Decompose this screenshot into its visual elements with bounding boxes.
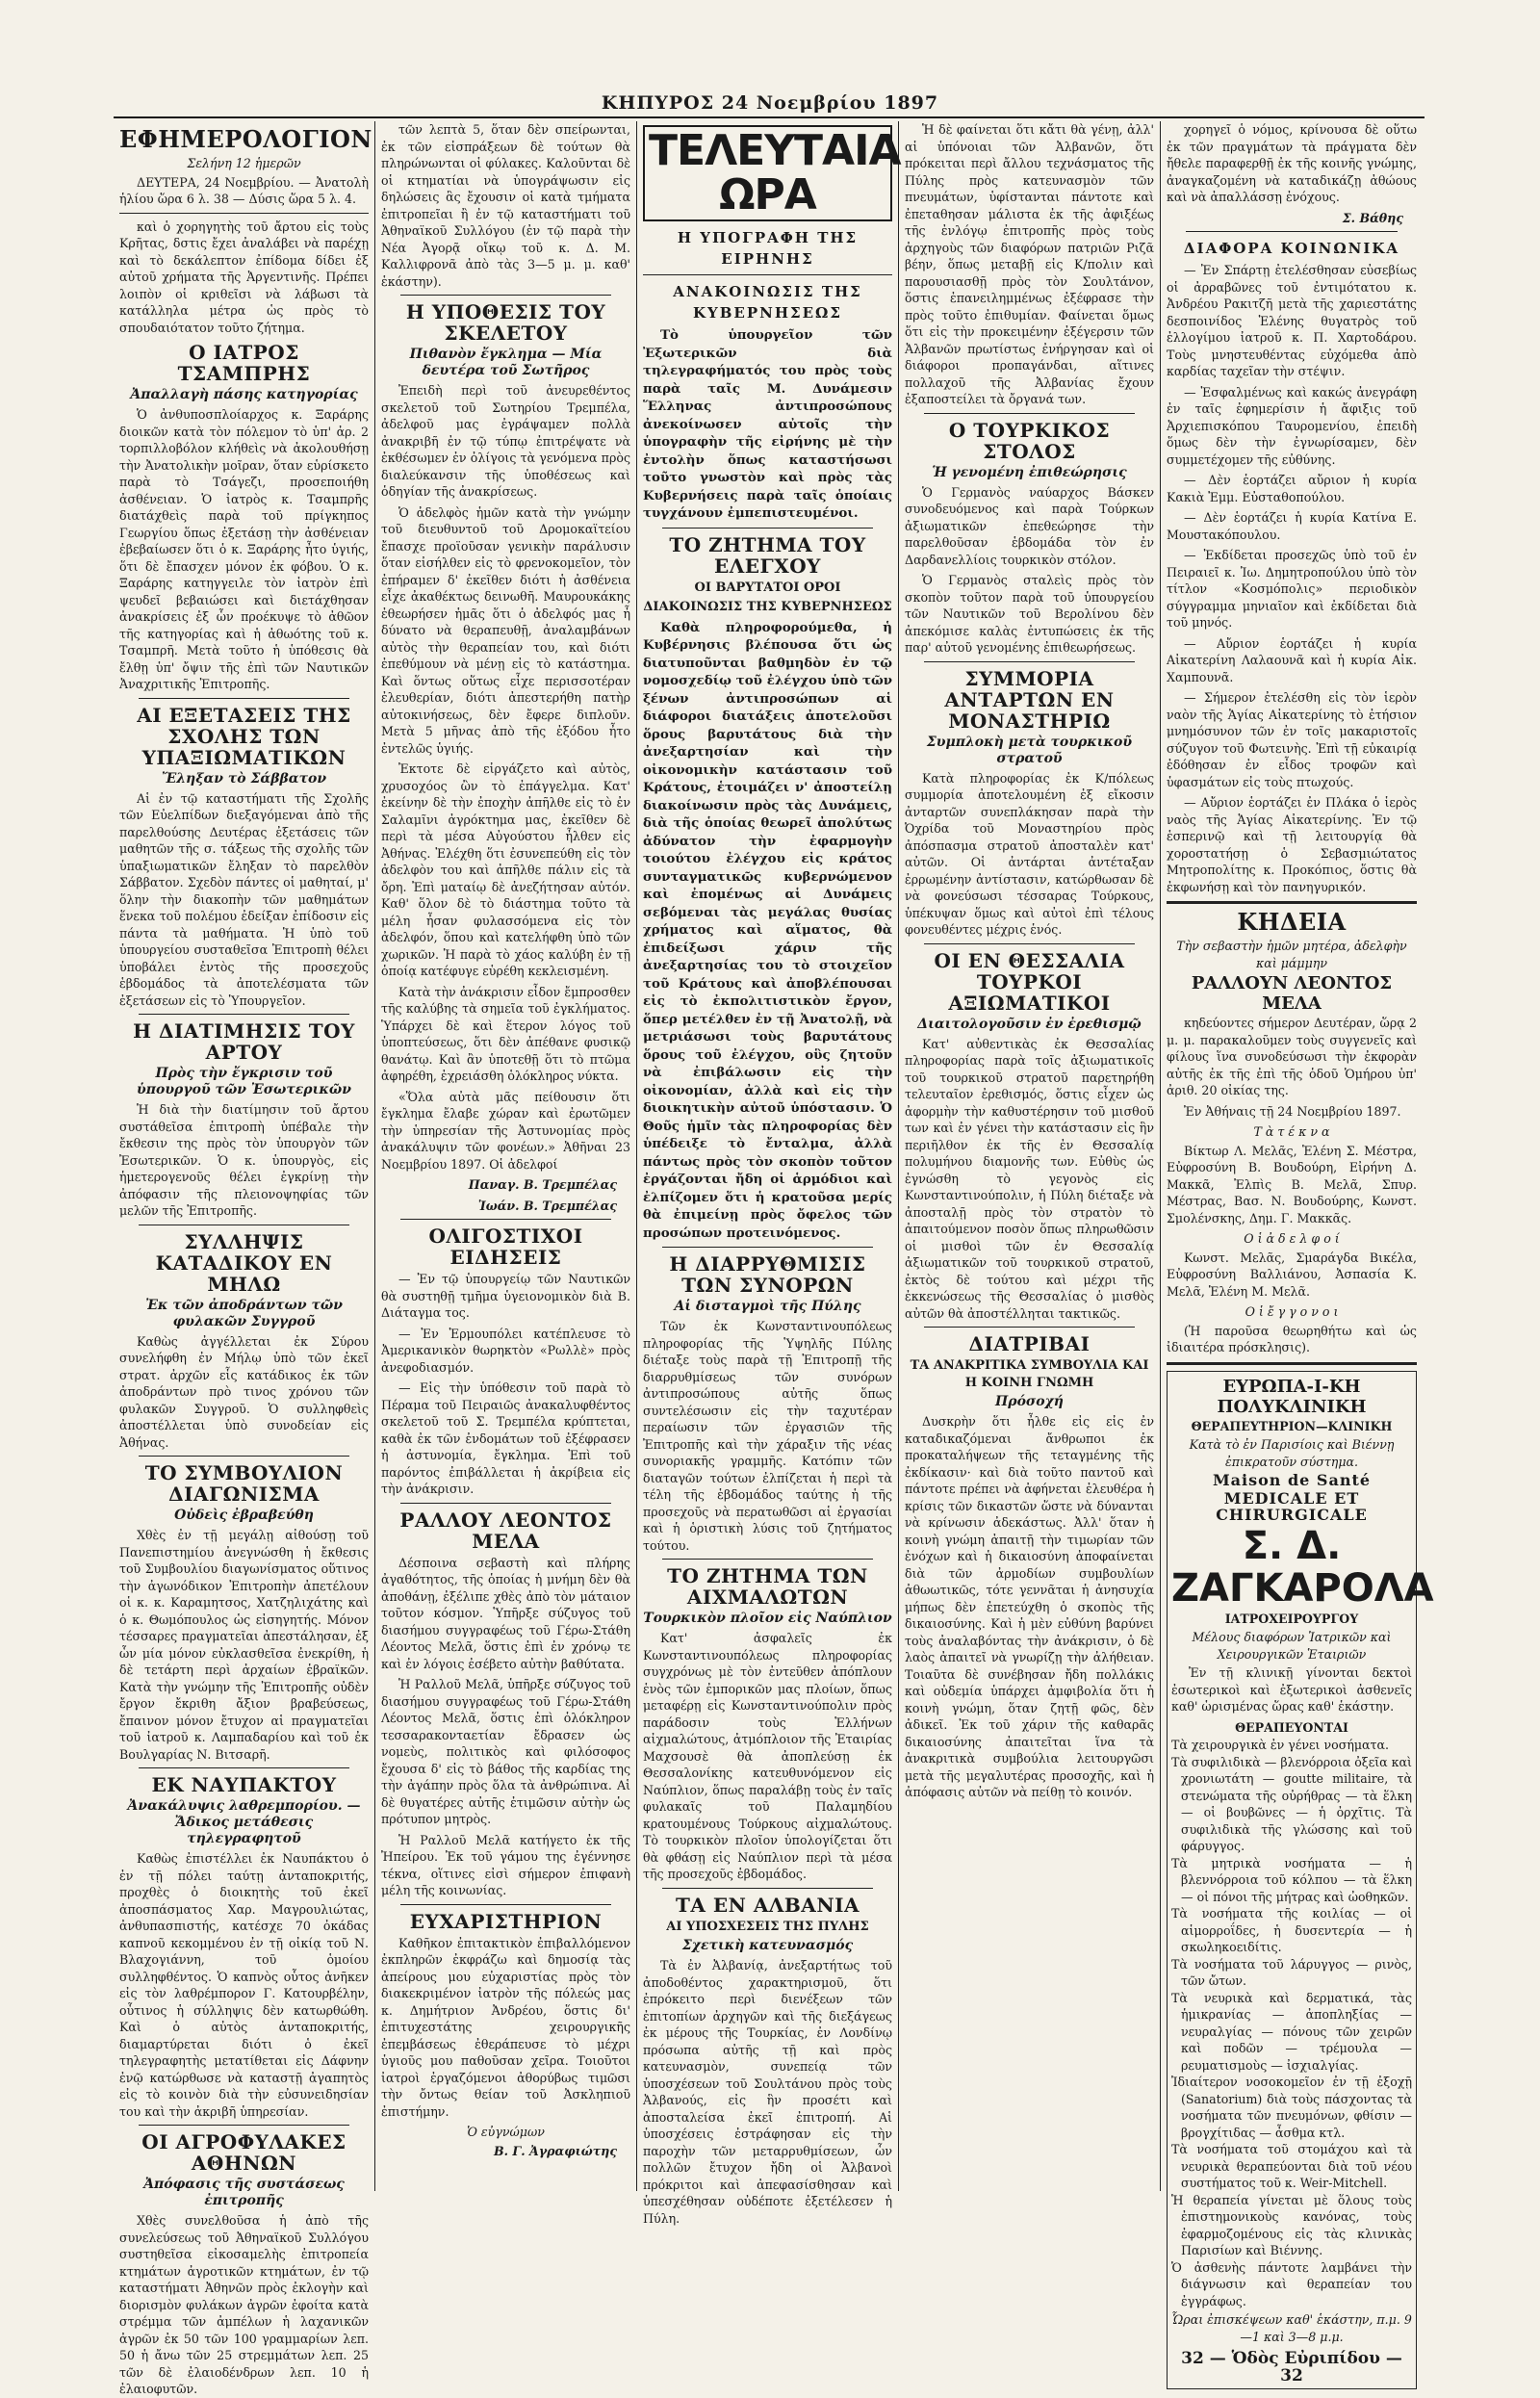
- headline-exams: ΑΙ ΕΞΕΤΑΣΕΙΣ ΤΗΣ ΣΧΟΛΗΣ ΤΩΝ ΥΠΑΞΙΩΜΑΤΙΚΩΝ: [137, 703, 351, 769]
- article-text: Καθῆκον ἐπιτακτικὸν ἐπιβαλλόμενον ἐκπληρῶν ἐκφράζω καὶ δημοσίᾳ τὰς ἀπείρους μου εὐχαριστίας πρὸς τὸν διακεκριμένον ἰατρὸν τῆς πόλεώς μας κ. Δημήτριον Ἀνδρέου, ὅστις δι' ἐπιτυχεστάτης χειρουργικῆς ἐπεμβάσεως ἐθεράπευσε τὸ μέχρι ὑγιοῦς μου παθοῦσαν χεῖρα. Τοιοῦτοι ἰατροὶ ἐργαζόμενοι ἀθορύβως τιμῶσι τὴν ὄντως θείαν τοῦ Ἀσκληπιοῦ ἐπιστήμην.: [381, 1935, 630, 2119]
- ephemeris-moon: Σελήνη 12 ἡμερῶν: [187, 156, 301, 170]
- column-1: [114, 121, 375, 2396]
- divider: [1167, 901, 1417, 904]
- divider: [119, 213, 369, 214]
- column-3: [637, 121, 901, 2226]
- subheadline: Συμπλοκὴ μετὰ τουρκικοῦ στρατοῦ: [926, 734, 1133, 766]
- masthead: [0, 0, 1540, 114]
- subheadline: Τουρκικὸν πλοῖον εἰς Ναύπλιον: [643, 1611, 892, 1626]
- column-5: [1161, 121, 1434, 2385]
- divider: [139, 1456, 349, 1457]
- article-text: Ὁ ἀδελφὸς ἡμῶν κατὰ τὴν γνώμην τοῦ διευθυντοῦ τοῦ Δρομοκαϊτείου ἔπασχε προϊοῦσαν γενικὴν παράλυσιν ὅταν εἰσήλθεν εἰς τὸ φρενοκομεῖον, τὸν ἐπήραμεν δ' ἐκεῖθεν διότι ἡ ἀσθένεια εἶχε ἀκαθέκτως δεινωθῆ. Μαυρουκάκης ἐθεωρήσεν ἡμᾶς ὅτι ὁ ἀδελφός μας ἦ δύνατο νὰ θεραπευθῇ, ἀναλαμβάνων αὐτὸς τὴν θεραπείαν του, καὶ διότι ἐπεθύμουν νὰ μένῃ εἰς τὸ κατάστημα. Καὶ ὅντως οὕτως εἶχε περισσοτέραν ἐλευθερίαν, διότι ἀπεστερήθη πατὴρ αὐτοκινήσεως, δὲν ἔφερε διπλοῦν. Μετὰ 5 μῆνας ἀπὸ τῆς ἐξόδου ἦτο ἐντελῶς ὑγιής.: [381, 504, 630, 756]
- subheadline: Ἐκ τῶν ἀποδράντων τῶν φυλακῶν Συγγροῦ: [145, 1297, 343, 1329]
- funeral-name: ΡΑΛΛΟΥΝ ΛΕΟΝΤΟΣ ΜΕΛΑ: [1191, 973, 1393, 1014]
- column-4: [899, 121, 1161, 2191]
- clinic-ad-doctor-name: Σ. Δ. ΖΑΓΚΑΡΟΛΑ: [1171, 1523, 1434, 1611]
- article-text: Τῶν ἐκ Κωνσταντινουπόλεως πληροφορίας τῆς Ὑψηλῆς Πύλης διέταξε τοὺς παρὰ τῇ Ἐπιτροπῇ τῆς διαρρυθμίσεως τῶν συνόρων ἀντιπροσώπους αὐτῆς ὅπως συντελέσωσιν εἰς τὴν ταχυτέραν περαίωσιν τῶν ἐργασιῶν τῆς Ἐπιτροπῆς καὶ τὴν χάραξιν τῆς νέας συνοριακῆς γραμμῆς. Κατόπιν τῶν διαταγῶν τούτων ἐλπίζεται ἡ περὶ τὰ τέλη τῆς ἑβδομάδος ταύτης ἡ τῆς προσεχοῦς νὰ περατωθῶσι αἱ ἐργασίαι καὶ ἡ ὁριστικὴ λύσις τοῦ ζητήματος τούτου.: [643, 1319, 892, 1553]
- article-text: — Ἐσφαλμένως καὶ κακώς ἀνεγράφη ἐν ταῖς ἐφημερίσιν ἡ ἄφιξις τοῦ Ἀρχιεπισκόπου Ταυρομενίου, ἐπειδὴ ὅμως δὲν τὴν ἐγνωρίσαμεν, δὲν συμμετέχομεν τῆς εὐθύνης.: [1167, 384, 1417, 467]
- clinic-ad-item: Τὰ νοσήματα τοῦ λάρυγγος — ρινὸς, τῶν ὤτων.: [1171, 1956, 1412, 1988]
- divider: [139, 1014, 349, 1015]
- article-text: — Εἰς τὴν ὑπόθεσιν τοῦ παρὰ τὸ Πέραμα τοῦ Πειραιῶς ἀνακαλυφθέντος σκελετοῦ τοῦ Σ. Τρεμπέλα κρύπτεται, καθὰ ἐκ τῶν ἐνδομάτων τοῦ ἐξέφρασεν ἡ ἀστυνομία, ἔγκλημα. Ἐπὶ τοῦ παρόντος ἐπιβάλλεται ἡ ἀκρίβεια εἰς τὴν ἀνάκρισιν.: [381, 1380, 630, 1496]
- article-text: Καθὼς ἀγγέλλεται ἐκ Σύρου συνελήφθη ἐν Μήλῳ ὑπὸ τῶν ἐκεῖ στρατ. ἀρχῶν εἷς κατάδικος ἐκ τῶν ἀποδράντων πρὸ τινος χρόνου τῶν φυλακῶν Συγγροῦ. Ὁ συλληφθεὶς ἀποστέλλεται ὑπὸ συνοδείαν εἰς Ἀθήνας.: [119, 1333, 369, 1450]
- article-text: — Ἐν Σπάρτῃ ἐτελέσθησαν εὐσεβίως οἱ ἀρραβῶνες τοῦ ἐντιμότατου κ. Ἀνδρέου Ρακιτζῆ μετὰ τῆς χαριεστάτης δεσποινίδος Ἑλένης θυγατρὸς τοῦ ἐλλογίμου ἰατροῦ κ. Π. Χαρτοδάρου. Τοὺς μνηστευθέντας εὐχόμεθα ἀπὸ καρδίας ταχεῖαν τὴν στέψιν.: [1167, 263, 1417, 378]
- divider: [662, 1559, 873, 1560]
- funeral-group-title: Ο ἱ ἔ γ γ ο ν ο ι: [1245, 1304, 1339, 1319]
- subheadline: Σχετικὴ κατευνασμός: [681, 1938, 854, 1953]
- headline-bread: Η ΔΙΑΤΙΜΗΣΙΣ ΤΟΥ ΑΡΤΟΥ: [133, 1019, 355, 1064]
- clinic-ad-title: ΕΥΡΩΠΑ-Ι-ΚΗ ΠΟΛΥΚΛΙΝΙΚΗ: [1217, 1376, 1367, 1417]
- signature: Β. Γ. Ἀγραφιώτης: [493, 2143, 617, 2158]
- subheadline: Οὐδεὶς ἐβραβεύθη: [174, 1508, 314, 1523]
- subheadline-peace: Η ΥΠΟΓΡΑΦΗ ΤΗΣ ΕΙΡΗΝΗΣ: [677, 229, 859, 268]
- clinic-ad-item: Ὁ ἀσθενὴς πάντοτε λαμβάνει τὴν διάγνωσιν καὶ θεραπείαν του ἐγγράφως.: [1171, 2259, 1412, 2308]
- headline-albania: ΤΑ ΕΝ ΑΛΒΑΝΙΑ: [676, 1893, 860, 1917]
- headline-tsampris: Ο ΙΑΤΡΟΣ ΤΣΑΜΠΡΗΣ: [177, 341, 311, 385]
- subheadline: Αἱ δισταγμοὶ τῆς Πύλης: [674, 1299, 861, 1314]
- subheadline: Ἀπαλλαγὴ πάσης κατηγορίας: [130, 387, 358, 402]
- article-text: Καθὰ πληροφορούμεθα, ἡ Κυβέρνησις βλέπουσα ὅτι ὡς διατυποῦνται βαθμηδὸν ἐν τῷ νομοσχεδίῳ τοῦ ἐλέγχου ὑπὸ τῶν ξένων ἀντιπροσώπων αἱ διάφοροι διατάξεις ἀποτελοῦσι ὅρους βαρυτάτους διὰ τὴν ἀνεξαρτησίαν καὶ τὴν οἰκονομικὴν κατάστασιν τοῦ Κράτους, ἑτοιμάζει ν' ἀποστείλῃ διακοίνωσιν πρὸς τὰς Δυνάμεις, διὰ τῆς ὁποίας θεωρεῖ ἀπολύτως ἀδύνατον τὴν ἐφαρμογὴν τοιούτου ἐλέγχου εἰς κράτος συνταγματικῶς κυβερνώμενον καὶ ἐπομένως αἱ Δυνάμεις σεβόμεναι τὰς μεγάλας θυσίας χρήματος καὶ αἵματος, θὰ ἐπιδείξωσι χάριν τῆς ἀνεξαρτησίας του τὸ στοιχεῖον τοῦ Κράτους καὶ ἀποβλέπουσαι εἰς τὸ ἐκπολιτιστικὸν ἔργον, ὅπερ μετέλθεν ἐν τῇ Ἀνατολῇ, νὰ μετριάσωσι τοὺς βαρυτάτους ὅρους τοῦ ἐλέγχου, οὓς ζητοῦν νὰ ἐπιβάλωσιν εἰς τὴν οἰκονομίαν, ἀλλὰ καὶ εἰς τὴν διοικητικὴν αὐτοῦ ὑπόστασιν. Ὁ Θοῦς ἡμῖν τὰς πληροφορίας δὲν ὑπέδειξε τὸ ἔνταλμα, ἀλλὰ πάντως πρὸς τὸν σκοπὸν τοῦτον ἐργάζονται ἤδη οἱ ἁρμόδιοι καὶ ἐλπίζομεν ὅτι ἡ κρατοῦσα μερίς θὰ ἐπιμείνῃ πρὸς ὄφελος τῶν προσώπων προτεινόμενος.: [643, 619, 892, 1241]
- headline-rallou-mela: ΡΑΛΛΟΥ ΛΕΟΝΤΟΣ ΜΕΛΑ: [399, 1508, 612, 1553]
- subheadline: Ἔληξαν τὸ Σάββατον: [161, 770, 327, 786]
- subheadline: Ἡ γενομένη ἐπιθεώρησις: [932, 464, 1127, 480]
- headline-rebels: ΣΥΜΜΟΡΙΑ ΑΝΤΑΡΤΩΝ ΕΝ ΜΟΝΑΣΤΗΡΙΩ: [944, 666, 1115, 733]
- article-text: Χθὲς ἐν τῇ μεγάλῃ αἰθούσῃ τοῦ Πανεπιστημίου ἀνεγνώσθη ἡ ἔκθεσις τοῦ Συμβουλίου διαγωνίσματος οὕτινος τὴν ἀγωνόδικον Ἐπιτροπὴν ἀπετέλουν οἱ κ. κ. Καραμητσος, Χατζηλιχάτης καὶ ὁ κ. Θωμόπουλος ὡς εἰσηγητής. Μόνον τέσσαρες πραγματεῖαι ἀπεστάλησαν, ἐξ ὧν μία μόνον εὐκλασθεῖσα ἐνεκρίθη, ἡ δὲ τετάρτη περὶ ἀρχαίων ἑβραϊκῶν. Κατὰ τὴν γνώμην τῆς Ἐπιτροπῆς οὐδὲν ἔργον ἔκριθη ἄξιον βραβεύσεως, ἔπαινον μόνον ἔτυχον αἱ πραγματεῖαι τοῦ ἰατροῦ κ. Λαμπαδαρίου καὶ τοῦ ἐκ Βουλγαρίας Ν. Βιτσαρῆ.: [119, 1528, 369, 1762]
- funeral-group-list: Κωνστ. Μελᾶς, Σμαράγδα Βικέλα, Εὐφροσύνη Βαλλιάνου, Ἀσπασία Κ. Μελᾶ, Ἑλένη Μ. Μελᾶ.: [1167, 1250, 1417, 1299]
- subheadline: ΑΙ ΥΠΟΣΧΕΣΕΙΣ ΤΗΣ ΠΥΛΗΣ: [666, 1919, 869, 1934]
- article-text: Ἐκτοτε δὲ εἰργάζετο καὶ αὐτὸς, χρυσοχόος ὢν τὸ ἐπάγγελμα. Κατ' ἐκείνην δὲ τὴν ἐποχὴν ἀπῆλθε εἰς τὸ ἐν Σαλαμῖνι ἀγρόκτημα μας, ἐκεῖθεν δὲ περὶ τὰ μέσα Αὐγούστου ἦλθεν εἰς Ἀθήνας. Ἐλέχθη ὅτι ἐσυνεπεύθη εἰς τὸν ἀδελφὸν του καὶ ἀπῆλθε πάλιν εἰς τὰ ὄρη. Ἐπὶ ματαίῳ δὲ ἀνεζήτησαν αὐτόν. Καθ' ὅλον δὲ τὸ διάστημα τοῦτο τὰ μέλη ἦσαν φυλασσόμενα εἰς τὸν ἀδελφόν, ὅπου καὶ κατελήφθη ὑπὸ τῶν χωρικῶν. Ἡ παρὰ τὸ χάος καλύβη ἐν τῇ ὁποίᾳ κατέφυγε εὑρέθη κεκλεισμένη.: [381, 761, 630, 978]
- article-text: Κατ' αὐθεντικὰς ἐκ Θεσσαλίας πληροφορίας παρὰ τοῖς ἀξιωματικοῖς τοῦ τουρκικοῦ στρατοῦ παρετηρήθη τελευταῖον ἐρεθισμός, ὅστις εἶχεν ὡς ἀφορμὴν τὴν καθυστέρησιν τοῦ μισθοῦ των καὶ ἐν γένει τὴν κατάστασιν εἰς ἣν περιῆλθον ἐκ τῆς ἐν Θεσσαλίᾳ πολυμήνου διαμονῆς των. Εὐθὺς ὡς ἐγνώσθη τὸ γεγονὸς εἰς Κωνσταντινούπολιν, ἡ Πύλη διέταξε νὰ ἀποσταλῇ πρὸς τὸν στρατὸν τὸ ἀπαιτούμενον ποσὸν ὅπως πληρωθῶσιν οἱ μισθοὶ τῶν ἐν Θεσσαλίᾳ ἀξιωματικῶν τοῦ τουρκικοῦ στρατοῦ, ἐκτὸς δὲ τούτου καὶ μέχρι τῆς ἐκκενώσεως τῆς Θεσσαλίας ὁ μισθὸς αὐτῶν θὰ ἀποστέλληται τακτικῶς.: [905, 1036, 1154, 1321]
- headline-last-hour: ΤΕΛΕΥΤΑΙΑ ΩΡΑ: [643, 125, 892, 221]
- funeral-group-title: Τ ὰ τ έ κ ν α: [1253, 1124, 1330, 1139]
- article-text: Ἐπειδὴ περὶ τοῦ ἀνευρεθέντος σκελετοῦ τοῦ Σωτηρίου Τρεμπέλα, ἀδελφοῦ μας ἐγράψαμεν πολλὰ ἀνακριβῆ ἐν τῷ τύπῳ ἐπιτρέψατε νὰ ἐκθέσωμεν ἐν ὀλίγοις τὰ γενόμενα πρὸς διαλεύκανσιν τῆς ὑποθέσεως καὶ ὁδηγίαν τῆς ἀνακρίσεως.: [381, 383, 630, 499]
- clinic-ad-item: Ἡ θεραπεία γίνεται μὲ ὅλους τοὺς ἐπιστημονικοὺς κανόνας, τοὺς ἐφαρμοζομένους εἰς τὰς κλινικὰς Παρισίων καὶ Βιέννης.: [1171, 2192, 1412, 2257]
- divider: [400, 1219, 611, 1220]
- divider: [1186, 231, 1398, 232]
- divider: [643, 274, 892, 275]
- clinic-ad-french: MEDICALE ET CHIRURGICALE: [1216, 1488, 1368, 1524]
- article-text: — Δὲν ἑορτάζει ἡ κυρία Κατίνα Ε. Μουστακόπουλου.: [1167, 510, 1417, 542]
- subheadline: Πιθανὸν ἔγκλημα — Μία δευτέρα τοῦ Σωτῆρος: [409, 347, 603, 378]
- headline-turkish-fleet: Ο ΤΟΥΡΚΙΚΟΣ ΣΤΟΛΟΣ: [948, 418, 1111, 463]
- article-text: Ἡ διὰ τὴν διατίμησιν τοῦ ἄρτου συστάθεῖσα ἐπιτροπὴ ὑπέβαλε τὴν ἔκθεσιν της πρὸς τὸν ὑπουργὸν τῶν Ἐσωτερικῶν. Ὁ κ. ὑπουργὸς, εἰς ἡμετερογενοῦς θέλει ἐγκρίνῃ τὴν ἀπόφασιν τῆς πλειονοψηφίας τῶν μελῶν τῆς Ἐπιτροπῆς.: [119, 1102, 369, 1218]
- subheadline: Πρὸς τὴν ἔγκρισιν τοῦ ὑπουργοῦ τῶν Ἐσωτερικῶν: [137, 1066, 351, 1097]
- article-text: — Ἐκδίδεται προσεχῶς ὑπὸ τοῦ ἐν Πειραιεῖ κ. Ἰω. Δημητροπούλου ὑπὸ τὸν τίτλον «Κοσμόπολις» περιοδικὸν σύγγραμμα μηνιαῖον καὶ ἐκδίδεται διὰ τοῦ μηνός.: [1167, 548, 1417, 630]
- article-text: — Σήμερον ἐτελέσθη εἰς τὸν ἱερὸν ναὸν τῆς Ἁγίας Αἰκατερίνης τὸ ἐτήσιον μνημόσυνον τῶν ἐν τοῖς μακαριστοῖς σύζυγον τοῦ Φωτεινὴς. Ἐπὶ τῇ εὐκαιρίᾳ ἐδόθησαν ἐν εἶδος τροφῶν καὶ ὑφασμάτων εἰς τοὺς πτωχούς.: [1167, 690, 1417, 789]
- headline-contest: ΤΟ ΣΥΜΒΟΥΛΙΟΝ ΔΙΑΓΩΝΙΣΜΑ: [144, 1461, 344, 1506]
- article-text: Τὸ ὑπουργεῖον τῶν Ἐξωτερικῶν διὰ τηλεγραφήματός του πρὸς τοὺς παρὰ ταῖς Μ. Δυνάμεσιν Ἕλληνας ἀντιπροσώπους ἀνεκοίνωσεν αὐτοῖς τὴν ὑπογραφὴν τῆς εἰρήνης μὲ τὴν ἐντολὴν ὅπως καταστήσωσι τοῦτο γνωστὸν καὶ πρὸς τὰς Κυβερνήσεις παρὰ ταῖς ὁποίαις τυγχάνουν ἐμπεπιστευμένοι.: [643, 327, 892, 521]
- article-text: — Ἐν τῷ ὑπουργείῳ τῶν Ναυτικῶν θὰ συστηθῇ τμῆμα ὑγειονομικὸν διὰ Β. Διάταγμα τος.: [381, 1272, 630, 1320]
- headline-prisoners: ΤΟ ΖΗΤΗΜΑ ΤΩΝ ΑΙΧΜΑΛΩΤΩΝ: [667, 1564, 868, 1609]
- divider: [1167, 1362, 1417, 1365]
- funeral-group-title: Ο ἱ ἀ δ ε λ φ ο ί: [1244, 1231, 1340, 1246]
- article-text: Ὁ Γερμανὸς ναύαρχος Βάσκεν συνοδευόμενος καὶ παρὰ Τούρκων ἀξιωματικῶν ἐπεθεώρησε τὴν παρελθοῦσαν ἑβδομάδα τὸν ἐν Δαρδανελλίοις τουρκικὸν στόλον.: [905, 484, 1154, 567]
- article-text: Κατ' ἀσφαλεῖς ἐκ Κωνσταντινουπόλεως πληροφορίας συγχρόνως μὲ τὸν ἐντεῦθεν ἀπόπλουν ἑνὸς τῶν ἐμπορικῶν μας πλοίων, ὅπως μεταφέρῃ εἰς Κωνσταντινούπολιν πρὸς παράδοσιν τοὺς Ἑλλήνων αἰχμαλώτους, ἀτμόπλοιον τῆς Ἐταιρίας Μαχσουσὲ θὰ ἀποπλεύσῃ ἐκ Θεσσαλονίκης κατευθυνόμενον εἰς Ναύπλιον, ὅπως παραλάβῃ τοὺς ἐν ταῖς φυλακαῖς τοῦ Παλαμηδίου κρατουμένους Τούρκους αἰχμαλώτους. Τὸ τουρκικὸν πλοῖον ὑπολογίζεται ὅτι θὰ φθάσῃ εἰς Ναύπλιον περὶ τὰ μέσα τῆς προσεχοῦς ἑβδομάδος.: [643, 1631, 892, 1881]
- clinic-ad-item: Τὰ νευρικὰ καὶ δερματικά, τὰς ἡμικρανίας — ἀποπληξίας — νευραλγίας — πόνους τῶν χειρῶν καὶ ποδῶν — τρέμουλα — ρευματισμοὺς — ἰσχιαλγίας.: [1171, 1990, 1412, 2073]
- divider: [924, 1327, 1135, 1328]
- subheadline: ΤΑ ΑΝΑΚΡΙΤΙΚΑ ΣΥΜΒΟΥΛΙΑ ΚΑΙ Η ΚΟΙΝΗ ΓΝΩΜΗ: [910, 1358, 1149, 1390]
- article-text: Ἡ Ραλλοῦ Μελᾶ, ὑπῆρξε σύζυγος τοῦ διασήμου συγγραφέως τοῦ Γέρω-Στάθη Λέοντος Μελᾶ, ὅστις ἐπὶ ὁλόκληρον τεσσαρακονταετίαν ἔδρασεν ὡς νομεὺς, πολιτικὸς καὶ φιλόσοφος ἔχουσα δ' εἰς τὸ βάθος τῆς καρδίας της τὴν ἀγάπην πρὸς ὅλα τὰ ἀνθρώπινα. Αἱ δὲ θυγατέρες αὐτῆς ἐτιμῶσιν αὐτὴν ὡς πρότυπον μητρὸς.: [381, 1677, 630, 1826]
- headline-rural-guards: ΟΙ ΑΓΡΟΦΥΛΑΚΕΣ ΑΘΗΝΩΝ: [141, 2130, 346, 2175]
- subheadline: ΔΙΑΚΟΙΝΩΣΙΣ ΤΗΣ ΚΥΒΕΡΝΗΣΕΩΣ: [643, 600, 892, 614]
- headline-thanks: ΕΥΧΑΡΙΣΤΗΡΙΟΝ: [409, 1909, 603, 1933]
- subheadline: ΟΙ ΒΑΡΥΤΑΤΟΙ ΟΡΟΙ: [694, 580, 841, 595]
- column-2: [375, 121, 637, 2191]
- clinic-ad-text: Ἐν τῇ κλινικῇ γίνονται δεκτοὶ ἐσωτερικοὶ καὶ ἐξωτερικοὶ ἀσθενεῖς καθ' ὡρισμένας ὥρας καθ' ἑκάστην.: [1171, 1665, 1412, 1714]
- clinic-ad-profession: Μέλους διαφόρων Ἰατρικῶν καὶ Χειρουργικῶν Ἑταιριῶν: [1192, 1630, 1392, 1662]
- divider: [400, 1904, 611, 1905]
- article-text: Τὰ ἐν Ἀλβανίᾳ, ἀνεξαρτήτως τοῦ ἀποδοθέντος χαρακτηρισμοῦ, ὅτι ἐπρόκειτο περὶ διενέξεων τῶν ἐπιτοπίων ἀρχηγῶν καὶ τῆς διεξάγεως ἐκ μέρους τῆς Τουρκίας, ἐν Λονδίνῳ πρόσωπα αὐτῆς τῇ καὶ πρὸς κατευνασμὸν, συνεπείᾳ τῶν ὑποσχέσεων τοῦ Σουλτάνου πρὸς τοὺς Ἀλβανούς, εἰς ἣν προσέτι καὶ ἀποσταλείσα ἐκεῖ ἐπιτροπή. Αἱ ὑποσχέσεις ἐστράφησαν εἰς τὴν παροχὴν τῶν μεταρρυθμίσεων, ὧν πολλῶν ἔτυχον ἤδη οἱ Ἀλβανοὶ πρόκριτοι καὶ ἀπεφασίσθησαν καὶ ὑπεσχέθησαν οὐδέποτε ἐξετέλεσεν ἡ Πύλη.: [643, 1958, 892, 2226]
- clinic-ad: [1167, 1371, 1434, 2390]
- divider: [662, 1888, 873, 1889]
- divider: [139, 698, 349, 699]
- headline-skeleton: Η ΥΠΟΘΕΣΙΣ ΤΟΥ ΣΚΕΛΕΤΟΥ: [405, 300, 606, 345]
- signature-pre: Ὁ εὐγνώμων: [467, 2125, 545, 2139]
- article-text: — Δὲν ἑορτάζει αὔριον ἡ κυρία Κακιὰ Ἐμμ. Εὐσταθοπούλου.: [1167, 473, 1417, 504]
- headline-borders: Η ΔΙΑΡΡΥΘΜΙΣΙΣ ΤΩΝ ΣΥΝΟΡΩΝ: [669, 1252, 866, 1297]
- subheadline: Ἀνακάλυψις λαθρεμπορίου. — Ἄδικος μετάθεσις τηλεγραφητοῦ: [127, 1798, 361, 1846]
- funeral-note: (Ἡ παροῦσα θεωρηθήτω καὶ ὡς ἰδιαιτέρα πρόσκλησις).: [1167, 1323, 1417, 1354]
- funeral-date: Ἐν Ἀθήναις τῇ 24 Νοεμβρίου 1897.: [1184, 1103, 1401, 1119]
- newspaper-columns: [114, 121, 1434, 2396]
- subheadline: Πρόσοχή: [995, 1394, 1064, 1409]
- divider: [924, 943, 1135, 944]
- funeral-group-list: Βίκτωρ Λ. Μελᾶς, Ἑλένη Σ. Μέστρα, Εὐφροσύνη Β. Βουδούρη, Εἰρήνη Δ. Μακκᾶ, Ἐλπὶς Β. Μελᾶ, Σπυρ. Μέστρας, Βασ. Ν. Βουδούρης, Κωνστ. Σμολένσκης, Δημ. Γ. Μακκᾶς.: [1167, 1143, 1417, 1225]
- headline-diatribes: ΔΙΑΤΡΙΒΑΙ: [968, 1332, 1091, 1355]
- ephemeris-sun: ΔΕΥΤΕΡΑ, 24 Νοεμβρίου. — Ἀνατολὴ ἡλίου ὥρα 6 λ. 38 — Δύσις ὥρα 5 λ. 4.: [119, 174, 369, 206]
- article-text: Δέσποινα σεβαστὴ καὶ πλήρης ἀγαθότητος, τῆς ὁποίας ἡ μνήμη δὲν θὰ ἀποθάνῃ, ἐξέλιπε χθὲς ἀπὸ τὸν μάταιον τοῦτον κόσμον. Ὑπῆρξε σύζυγος τοῦ διασήμου συγγραφέως τοῦ Γέρω-Στάθη Λέοντος Μελᾶ, ὅστις ἐπὶ ἐν χρόνῳ τε καὶ ἐν λόγοις ἐσέβετο αὐτὴν βαθύτατα.: [381, 1555, 630, 1671]
- headline-announcement: ΑΝΑΚΟΙΝΩΣΙΣ ΤΗΣ ΚΥΒΕΡΝΗΣΕΩΣ: [673, 283, 862, 322]
- article-text: Καθὼς ἐπιστέλλει ἐκ Ναυπάκτου ὁ ἐν τῇ πόλει ταύτῃ ἀνταποκριτής, προχθὲς ὁ διοικητὴς τοῦ ἐκεῖ ἀποσπάσματος Χαρ. Μαγρουλιώτας, ἀνθυπασπιστής, κατέσχε 70 ὀκάδας καπνοῦ κεκομμένου ἐν τῇ οἰκίᾳ τοῦ Ν. Βλαχογιάννη, τοῦ ὁμοίου συλληφθέντος. Ὁ καπνὸς οὗτος ἀνῆκεν εἰς τὸν λαθρέμπορον Γ. Κατουρβέλην, οὗτινος ἡ σύλληψις δὲν κατωρθώθη. Καὶ ὁ αὐτὸς ἀνταποκριτής, διαμαρτύρεται διότι ὁ ἐκεῖ τηλεγραφητὴς μετατίθεται εἰς Δάφνην ἐνῷ κατώρθωσε νὰ καταστῇ ἀγαπητὸς εἰς τὸ κοινὸν διὰ τὴν εὐσυνειδησίαν του καὶ τὴν ἀκριβῆ ὑπηρεσίαν.: [119, 1851, 369, 2119]
- headline-brief-news: ΟΛΙΓΟΣΤΙΧΟΙ ΕΙΔΗΣΕΙΣ: [428, 1225, 583, 1269]
- clinic-ad-hours: Ὧραι ἐπισκέψεων καθ' ἑκάστην, π.μ. 9—1 καὶ 3—8 μ.μ.: [1171, 2312, 1412, 2344]
- divider: [924, 661, 1135, 662]
- article-text: τῶν λεπτὰ 5, ὅταν δὲν σπείρωνται, ἐκ τῶν εἰσπράξεων δὲ τούτων θὰ πληρώνωνται οἱ φύλακες. Καλοῦνται δὲ οἱ κτηματίαι νὰ ὑπογράψωσιν εἰς δηλώσεις ἃς ἔχουσιν οἱ κατὰ τμήματα ἐπιτροπεῖαι ἢ ἐν τῷ καταστήματι τοῦ Ἀθηναϊκοῦ Συλλόγου (ἐν τῷ παρὰ τὴν Νέα Ἀγορᾷ οἴκῳ τοῦ κ. Δ. Μ. Καλλιφρονᾶ ἀπὸ τὰς 3—5 μ. μ. καθ' ἑκάστην).: [381, 122, 630, 289]
- masthead-title: ΚΗΠΥΡΟΣ 24 Νοεμβρίου 1897: [601, 92, 939, 114]
- headline-funeral: ΚΗΔΕΙΑ: [1237, 908, 1347, 936]
- clinic-ad-heading: ΘΕΡΑΠΕΥΟΝΤΑΙ: [1235, 1719, 1348, 1735]
- article-text: — Αὔριον ἑορτάζει ἡ κυρία Αἰκατερίνη Λαλαουνᾶ καὶ ἡ κυρία Αἰκ. Χαμπουνᾶ.: [1167, 635, 1417, 684]
- funeral-text: Τὴν σεβαστὴν ἡμῶν μητέρα, ἀδελφὴν καὶ μάμμην: [1176, 939, 1407, 970]
- subheadline: Ἀπόφασις τῆς συστάσεως ἐπιτροπῆς: [143, 2177, 345, 2208]
- article-text: Αἱ ἐν τῷ καταστήματι τῆς Σχολῆς τῶν Εὐελπίδων διεξαγόμεναι ἀπὸ τῆς παρελθούσης Δευτέρας ἐξετάσεις τῶν μαθητῶν τῆς σ. τάξεως τῆς σχολῆς τῶν ὑπαξιωματικῶν ἔληξαν τὸ παρελθὸν Σάββατον. Σχεδὸν πάντες οἱ μαθηταί, μ' ὅλην τὴν διακοπὴν τῶν μαθημάτων ἕνεκα τοῦ πολέμου ἐδείξαν ἐπίδοσιν εἰς πάντα τὰ μαθήματα. Ἡ ὑπὸ τοῦ ὑπουργείου συσταθεῖσα Ἐπιτροπὴ θέλει ὑποβάλει ἐντὸς τῆς προσεχοῦς ἑβδομάδος τὰ ἀποτελέσματα τῶν ἐξετάσεων εἰς τὸ Ὑπουργεῖον.: [119, 790, 369, 1008]
- clinic-ad-item: Τὰ χειρουργικὰ ἐν γένει νοσήματα.: [1171, 1738, 1390, 1752]
- headline-thessaly: ΟΙ ΕΝ ΘΕΣΣΑΛΙΑ ΤΟΥΡΚΟΙ ΑΞΙΩΜΑΤΙΚΟΙ: [934, 948, 1125, 1015]
- article-text: Ὁ Γερμανὸς σταλεὶς πρὸς τὸν σκοπὸν τοῦτον παρὰ τοῦ ὑπουργείου τῶν Ναυτικῶν τοῦ Βερολίνου δὲν ἀπεκόμισε καλὰς ἐντυπώσεις ἐκ τῆς παρ' αὐτοῦ γενομένης ἐπιθεωρήσεως.: [905, 573, 1154, 655]
- article-text: καὶ ὁ χορηγητὴς τοῦ ἄρτου εἰς τοὺς Κρῆτας, δστις ἔχει ἀναλάβει νὰ παρέχῃ καὶ τὸ δεκάλεπτον ἐπίδομα δίδει ἐξ αὐτοῦ χρήματα τῆς Ἀργεντινῆς. Πρέπει λοιπὸν οἱ κριθεῖσι νὰ λάβωσι τὰ κατάλληλα μέτρα ὡς πρὸς τὸ σπουδαιότατον τοῦτο ζήτημα.: [119, 219, 369, 335]
- article-text: Χθὲς συνελθοῦσα ἡ ἀπὸ τῆς συνελεύσεως τοῦ Ἀθηναϊκοῦ Συλλόγου συστηθεῖσα εἰκοσαμελὴς ἐπιτροπεία κτημάτων ἀγροτικῶν κτημάτων, ἐν τῷ καταστήματι Ἀθηνῶν πρὸς ἐκλογὴν καὶ διορισμὸν φυλάκων ἀγρῶν ἐφοίτα κατὰ στρέμμα τῶν ἀμπέλων ἡ λαχανικῶν ἀγρῶν ἐκ 50 τῶν 100 γραμμαρίων λεπ. 50 ἡ ἄνω τῶν 25 στρεμμάτων λεπ. 25 τῶν δὲ ἐλαιοδένδρων λεπ. 10 ἡ ἐλαιοφυτῶν.: [119, 2213, 369, 2396]
- headline-milos: ΣΥΛΛΗΨΙΣ ΚΑΤΑΔΙΚΟΥ ΕΝ ΜΗΛΩ: [155, 1229, 333, 1296]
- subheadline: Διαιτολογοῦσιν ἐν ἐρεθισμῷ: [917, 1016, 1142, 1032]
- divider: [924, 413, 1135, 414]
- divider: [400, 1503, 611, 1504]
- article-text: χορηγεῖ ὁ νόμος, κρίνουσα δὲ οὕτω ἐκ τῶν πραγμάτων τὰ πράγματα δὲν ἤθελε παραφερθῇ ἐκ τῆς κοινῆς γνώμης, ἀναγκαζομένη νὰ καταδικάζῃ ἀθώους καὶ νὰ ἀπαλλάσσῃ ἐνόχους.: [1167, 122, 1417, 204]
- article-text: — Αὔριον ἑορτάζει ἐν Πλάκα ὁ ἱερὸς ναὸς τῆς Ἁγίας Αἰκατερίνης. Ἐν τῷ ἑσπερινῷ καὶ τῇ λειτουργίᾳ θὰ χοροστατήσῃ ὁ Σεβασμιώτατος Μητροπολίτης κ. Προκόπιος, ὅστις θὰ ἐκφωνήσῃ καὶ τὸν πανηγυρικόν.: [1167, 795, 1417, 894]
- article-text: Ἡ δὲ φαίνεται ὅτι κἄτι θὰ γένῃ, ἀλλ' αἱ ὑπόνοιαι τῶν Ἀλβανῶν, ὅτι πρόκειται περὶ ἄλλου τεχνάσματος τῆς Πύλης πρὸς κατευνασμὸν τῶν πνευμάτων, ὑφίστανται πάντοτε καὶ ἐπεταθησαν μάλιστα ἐκ τῆς ἀφιξέως τῆς ἐνλόγῳ ἐπιτροπῆς πρὸς τοὺς ἀρχηγοὺς τῶν διαφόρων πατριῶν Ριζᾶ βέην, ὅπως μεταβῇ εἰς Κ/πολιν καὶ παρουσιασθῇ πρὸς τὸν Σουλτάνον, ὅστις ἐπανειλημμένως ἐξέφρασε τὴν πρὸς τοῦτο ἐπιθυμίαν. Φαίνεται ὅμως ὅτι εἰς τὴν προκειμένην ἐξέγερσιν τῶν Ἀλβανῶν πρωτίστως ἐνήργησαν καὶ οἱ διάφοροι προπαγάνδαι, αἵτινες πολλαχοῦ τῆς Ἀλβανίας ἔχουν ἐξαποστείλει τὰ ὄργανά των.: [905, 122, 1154, 406]
- clinic-ad-french: Maison de Santé: [1212, 1471, 1372, 1489]
- divider: [662, 528, 873, 529]
- signature: Σ. Βάθης: [1342, 210, 1403, 225]
- divider: [139, 1767, 349, 1768]
- signature: Ἰωάν. Β. Τρεμπέλας: [477, 1198, 617, 1213]
- divider: [139, 2125, 349, 2126]
- funeral-text: κηδεύοντες σήμερον Δευτέραν, ὥρᾳ 2 μ. μ. παρακαλοῦμεν τοὺς συγγενεῖς καὶ φίλους ἵνα συνοδεύσωσι τὴν ἐκφορὰν αὐτῆς ἐκ τῆς ἐπὶ τῆς ὁδοῦ Ὁμήρου ὑπ' ἀριθ. 20 οἰκίας της.: [1167, 1016, 1417, 1097]
- article-text: — Ἐν Ἑρμουπόλει κατέπλευσε τὸ Ἀμερικανικὸν θωρηκτὸν «Ρωλλὲ» πρὸς ἀνεφοδιασμόν.: [381, 1326, 630, 1375]
- article-text: Δυσκρὴν ὅτι ἦλθε εἰς εἰς ἐν καταδικαζόμεναι ἄνθρωποι ἐκ προκαταλήψεων τῆς τεταγμένης τῆς ἐκδίκασιν· καὶ διὰ τοῦτο παντοῦ καὶ πάντοτε πρέπει νὰ ἀφήνεται ἐλευθέρα ἡ κρίσις τῶν δικαστῶν ὥστε νὰ δύνανται νὰ κρίνωσιν ἀδεκάστως. Ἀλλ' ὅταν ἡ κοινὴ γνώμη ἀπαιτῇ τὴν τιμωρίαν τῶν ἐνόχων καὶ ἡ δικαιοσύνη ἀποφαίνεται διὰ τῶν ἀρμοδίων συμβουλίων ἀθωωτικῶς, τότε γεννᾶται ἡ ἀνησυχία μήπως δὲν ἐπετεύχθη ὁ σκοπὸς τῆς δικαιοσύνης. Καὶ ἡ μὲν εὐθύνη βαρύνει τοὺς ἀναλαβόντας τὴν ἀνάκρισιν, ὁ δὲ λαὸς ἀπαιτεῖ νὰ γνωρίζῃ τὴν ἀλήθειαν. Τοιαῦτα δὲ συνέβησαν ἤδη πολλάκις καὶ οὐδεμία ὑπάρχει ἀμφιβολία ὅτι ἡ κοινὴ γνώμη, ὅταν ζητῇ φῶς, δὲν ἀδικεῖ. Ἐκ τοῦ χάριν τῆς καθαρᾶς δικαιοσύνης ἀπαιτεῖται ἵνα τὰ ἀνακριτικὰ συμβούλια λειτουργῶσι μετὰ τῆς μεγαλυτέρας προσοχῆς, καὶ ἡ ἀπόφασις αὐτῶν νὰ πείθῃ τὸ κοινόν.: [905, 1414, 1154, 1799]
- signature: Παναγ. Β. Τρεμπέλας: [468, 1177, 617, 1192]
- clinic-ad-subtitle: ΘΕΡΑΠΕΥΤΗΡΙΟΝ—ΚΛΙΝΙΚΗ: [1191, 1418, 1393, 1433]
- clinic-ad-item: Τὰ νοσήματα τοῦ στομάχου καὶ τὰ νευρικὰ θεραπεύονται διὰ τοῦ νέου συστήματος τοῦ κ. Weir-Mitchell.: [1171, 2142, 1412, 2190]
- clinic-ad-item: Τὰ νοσήματα τῆς κοιλίας — οἱ αἱμορροΐδες, ἡ δυσεντερία — ἡ σκωληκοειδίτις.: [1171, 1906, 1412, 1954]
- headline-nafpaktos: ΕΚ ΝΑΥΠΑΚΤΟΥ: [151, 1773, 337, 1796]
- clinic-ad-item: Ἰδιαίτερον νοσοκομεῖον ἐν τῇ ἐξοχῇ (Sanatorium) διὰ τοὺς πάσχοντας τὰ νοσήματα τῶν πνευμόνων, φθίσιν — βρογχίτιδας — ἆσθμα κτλ.: [1171, 2075, 1412, 2140]
- divider: [400, 295, 611, 296]
- clinic-ad-text: Κατὰ τὸ ἐν Παρισίοις καὶ Βιέννῃ ἐπικρατοῦν σύστημα.: [1189, 1437, 1395, 1469]
- article-text: «Ὅλα αὐτὰ μᾶς πείθουσιν ὅτι ἔγκλημα ἔλαβε χώραν καὶ ἐρωτῶμεν τὴν ὑπηρεσίαν τῆς Ἀστυνομίας πρὸς ἀνακάλυψιν τῶν φονέων.» Ἀθῆναι 23 Νοεμβρίου 1897. Οἱ ἀδελφοί: [381, 1089, 630, 1172]
- article-text: Ὁ ἀνθυποσπλοίαρχος κ. Ξαράρης διοικῶν κατὰ τὸν πόλεμον τὸ ὑπ' ἀρ. 2 τορπιλλοβόλον κλήθεὶς νὰ ἀκολουθήσῃ τὴν Ἀνατολικὴν μοῖραν, ὅταν εὑρίσκετο παρὰ τὸ Τσάγεζι, προσεποιήθη ἀσθένειαν. Ὁ ἰατρὸς κ. Τσαμπρῆς διατάχθεὶς παρὰ τοῦ πρίγκηπος Γεωργίου ὅπως ἐξετάσῃ τὴν ἀσθένειαν ἐβεβαίωσεν ὅτι ὁ κ. Ξαράρης ἦτο ὑγιής, ὅτι δὲ ἔπασχεν μόνον ἐκ φόβου. Ὁ κ. Ξαράρης κατηγγειλε τὸν ἰατρὸν ἐπὶ ψευδεῖ βεβαιώσει καὶ διετάχθησαν ἀνακρίσεις ἐξ ὧν προέκυψε τὸ ἀθῶον τῆς κατηγορίας καὶ ἡ ἀθωότης τοῦ κ. Τσαμπρῆ. Μετὰ τοῦτο ἡ ὑπόθεσις θὰ ἔλθῃ ὑπ' ὄψιν τῆς ἐπὶ τῶν Ναυτικῶν Ἀναχριτικῆς Ἐπιτροπῆς.: [119, 407, 369, 691]
- clinic-ad-item: Τὰ συφιλιδικὰ — βλενόρροια ὀξεῖα καὶ χρονιωτάτη — goutte militaire, τὰ στενώματα τῆς οὐρήθρας — τὰ ἕλκη — οἱ βουβῶνες — ἡ ὀρχῖτις. Τὰ συφιλιδικὰ τῆς γλώσσης καὶ τοῦ φάρυγγος.: [1171, 1754, 1412, 1853]
- ephemeris-title: ΕΦΗΜΕΡΟΛΟΓΙΟΝ: [119, 125, 372, 153]
- clinic-ad-address: 32 — Ὁδὸς Εὐριπίδου — 32: [1181, 2349, 1402, 2385]
- masthead-rule: [114, 116, 1424, 118]
- headline-social: ΔΙΑΦΟΡΑ ΚΟΙΝΩΝΙΚΑ: [1183, 240, 1400, 257]
- clinic-ad-profession: ΙΑΤΡΟΧΕΙΡΟΥΡΓΟΥ: [1224, 1611, 1359, 1626]
- article-text: Ἡ Ραλλοῦ Μελᾶ κατήγετο ἐκ τῆς Ἠπείρου. Ἐκ τοῦ γάμου της ἐγέννησε τέκνα, οἵτινες εἰσὶ σήμερον ἐπιφανὴ μέλη τῆς κοινωνίας.: [381, 1832, 630, 1897]
- headline-control: ΤΟ ΖΗΤΗΜΑ ΤΟΥ ΕΛΕΓΧΟΥ: [669, 532, 866, 578]
- article-text: Κατὰ πληροφορίας ἐκ Κ/πόλεως συμμορία ἀποτελουμένη ἐξ εἴκοσιν ἀνταρτῶν συνεπλάκησαν παρὰ τὴν Ὀχρίδα τοῦ Μοναστηρίου πρὸς ἀπόσπασμα στρατοῦ ἀποσταλὲν κατ' αὐτῶν. Οἱ ἀντάρται ἀντέταξαν ἐρρωμένην ἀντίστασιν, κατώρθωσαν δὲ νὰ φονεύσωσι τέσσαρας Τούρκους, ὑπέκυψαν ὅμως καὶ αὐτοὶ ἐπὶ τέλους φονευθέντες μέχρις ἑνός.: [905, 770, 1154, 937]
- divider: [662, 1247, 873, 1248]
- clinic-ad-item: Τὰ μητρικὰ νοσήματα — ἡ βλεννόρροια τοῦ κόλπου — τὰ ἕλκη — οἱ πόνοι τῆς μήτρας καὶ ὠοθηκῶν.: [1171, 1855, 1412, 1904]
- article-text: Κατὰ τὴν ἀνάκρισιν εἶδον ἔμπροσθεν τῆς καλύβης τὰ σημεῖα τοῦ ἐγκλήματος. Ὑπάρχει δὲ καὶ ἕτερον λόγος τοῦ ὑποπτεύσεως, ὅτι δὲν ἀπέθανε φυσικῷ θανάτῳ. Καὶ ἂν ὑποτεθῇ ὅτι τὸ πτῶμα ἀφηρέθη, ἐχρειάσθη ὁλόκληρος νύκτα.: [381, 984, 630, 1083]
